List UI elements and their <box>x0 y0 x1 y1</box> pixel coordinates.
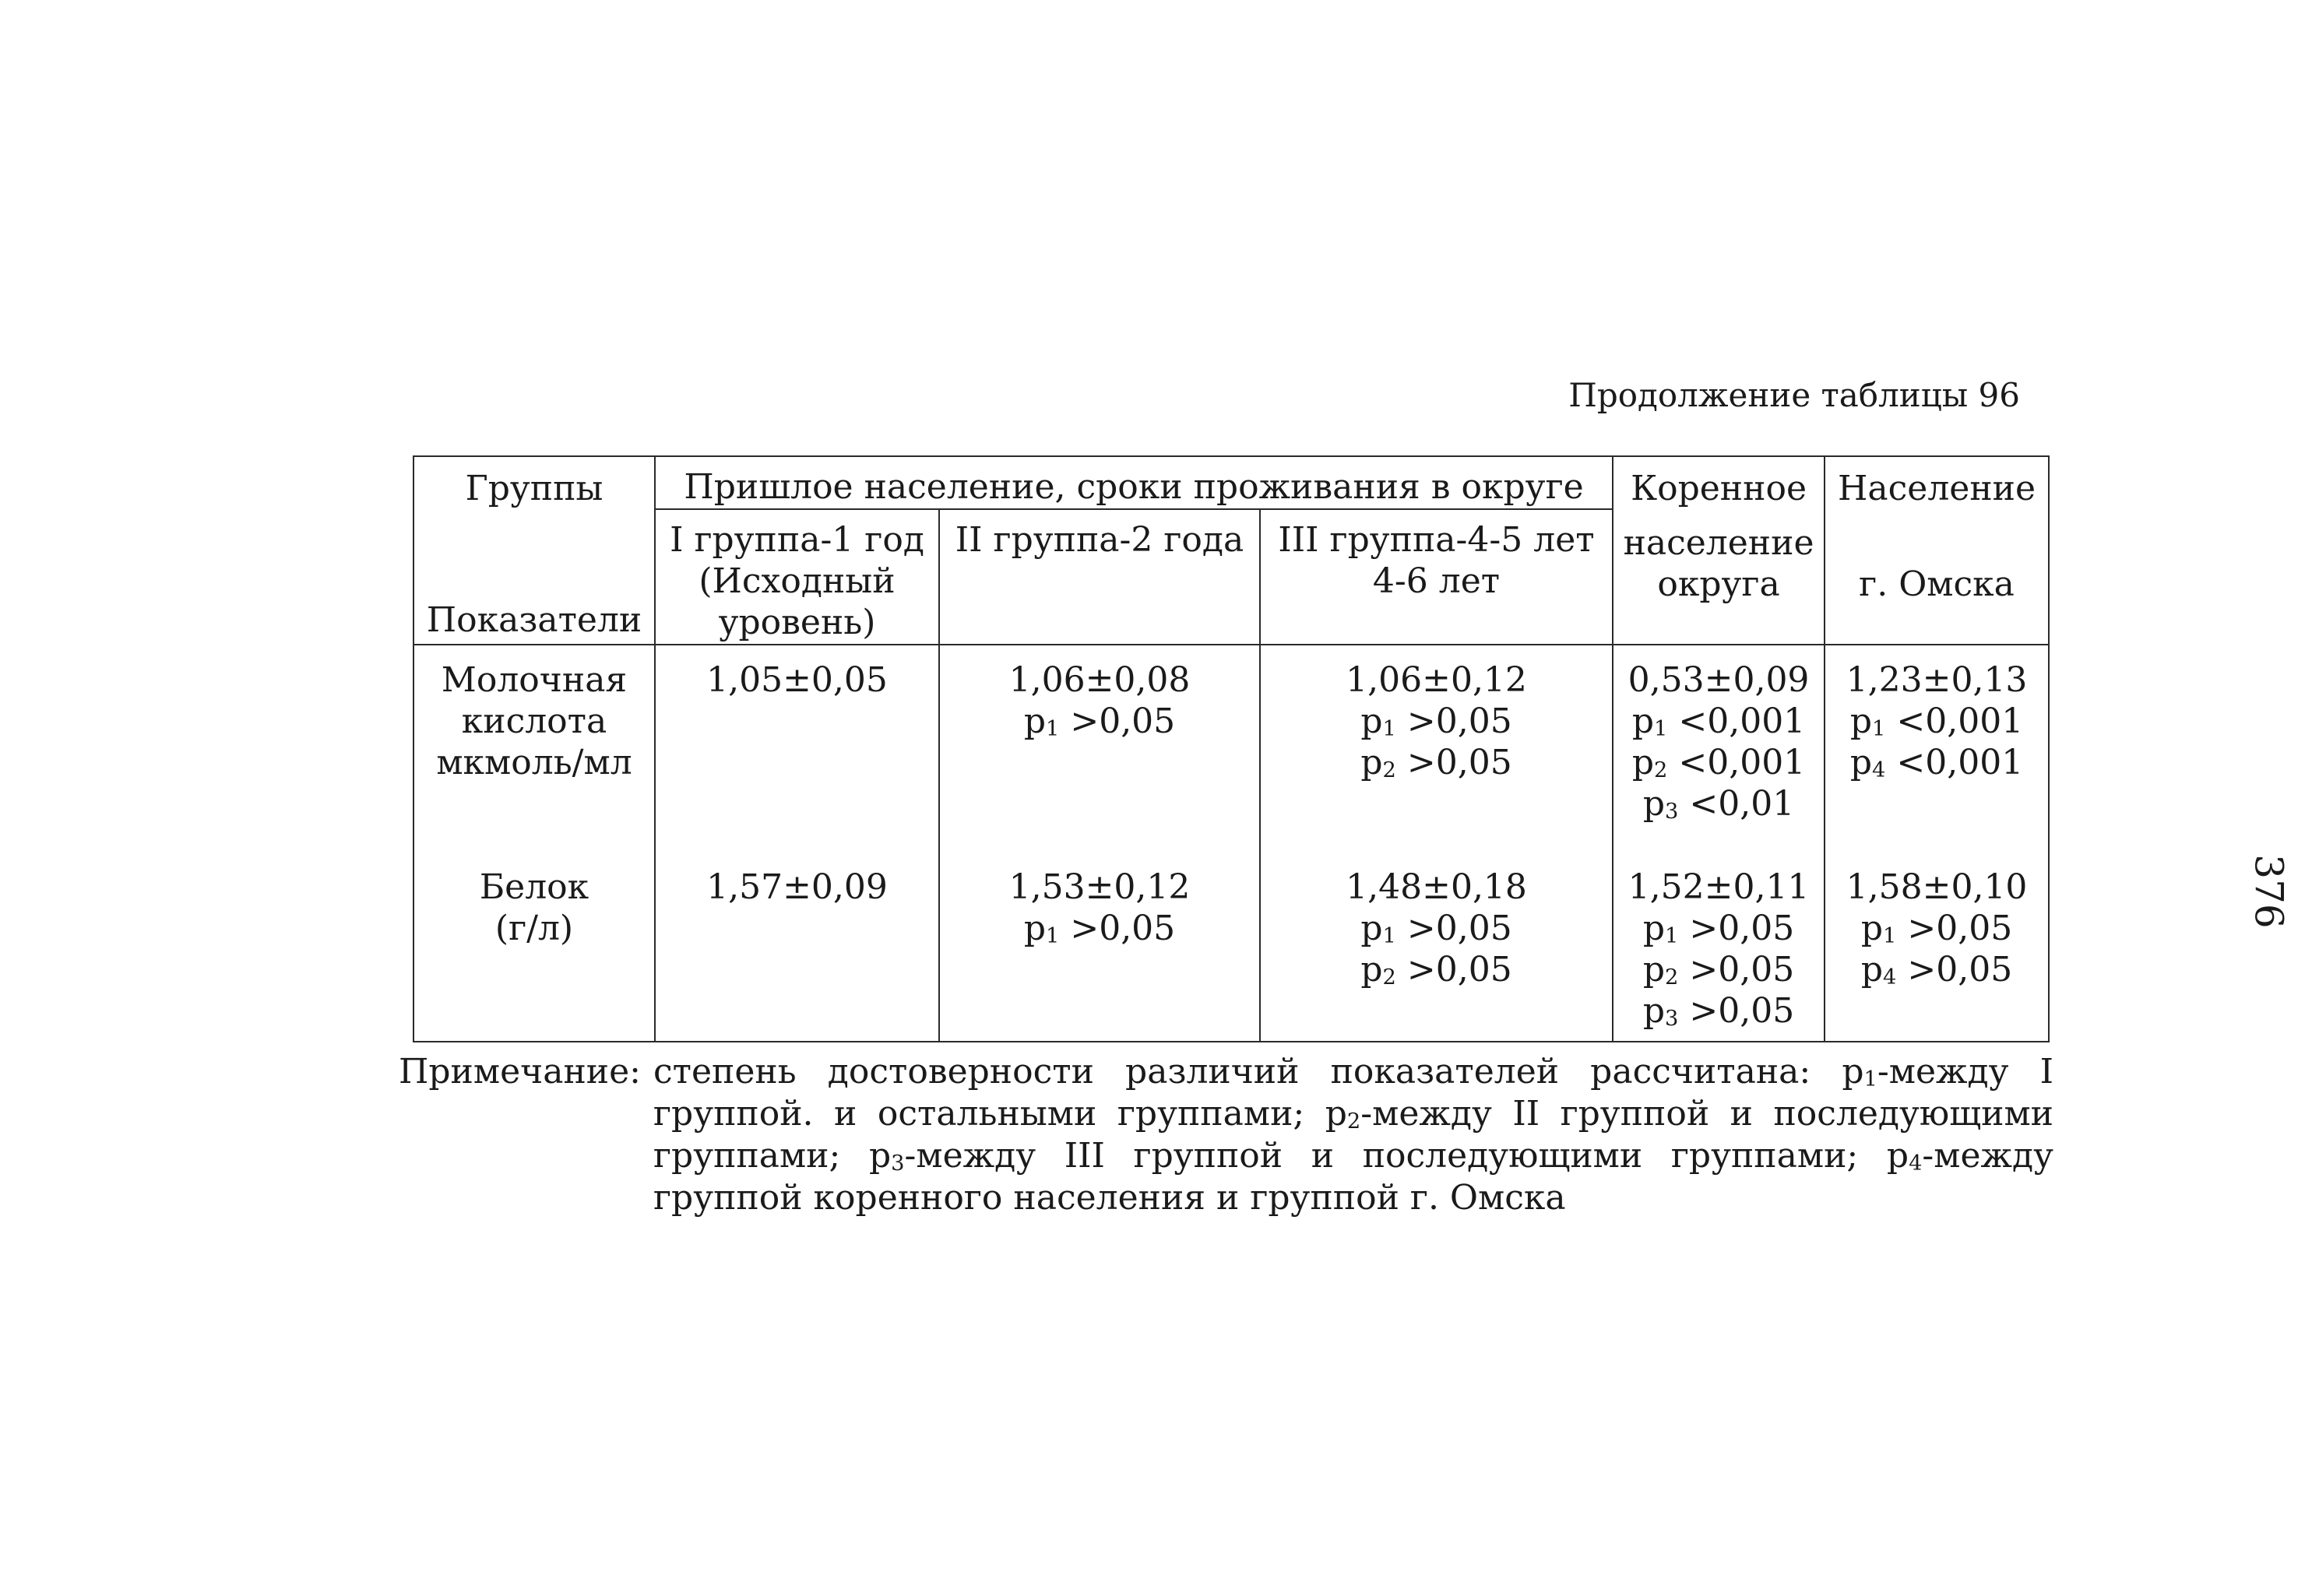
value-cell-col4 <box>1613 645 1825 851</box>
note-p-symbol: p <box>1842 1052 1864 1092</box>
value-cell-col1 <box>655 645 939 851</box>
value-line <box>1613 701 1824 742</box>
p-value: <0,01 <box>1678 784 1795 824</box>
mean-value: 1,57±0,09 <box>706 867 888 907</box>
note-segment: степень достоверности различий показателей рассчитана: <box>653 1052 1842 1092</box>
p-symbol: p <box>1360 909 1383 948</box>
p-value: >0,05 <box>1896 909 2013 948</box>
p-symbol: p <box>1360 743 1383 782</box>
value-line <box>1825 742 2048 783</box>
header-group-2-line: II группа-2 года <box>955 520 1244 561</box>
p-symbol: p <box>1642 950 1666 990</box>
value-line <box>656 867 938 908</box>
p-symbol: p <box>1642 991 1666 1031</box>
value-cell-col3 <box>1260 851 1613 1042</box>
value-line <box>656 659 938 701</box>
p-value: <0,001 <box>1667 701 1806 741</box>
table-note <box>399 1051 2053 1219</box>
p-subscript: 2 <box>1382 965 1396 990</box>
value-cell-col4 <box>1613 851 1825 1042</box>
p-value: <0,001 <box>1667 743 1806 782</box>
value-line <box>1261 908 1612 949</box>
p-value: <0,001 <box>1885 701 2024 741</box>
value-line <box>1613 990 1824 1032</box>
value-line <box>1261 949 1612 990</box>
indicator-line: Молочная <box>441 660 628 700</box>
mean-value: 1,06±0,08 <box>1008 660 1191 700</box>
p-symbol: p <box>1860 950 1884 990</box>
value-line <box>1261 742 1612 783</box>
p-symbol: p <box>1360 950 1383 990</box>
page-number: 376 <box>2246 854 2292 929</box>
indicator-cell <box>413 851 655 1042</box>
note-segment: -между III группой и последующими группами; <box>904 1136 1887 1176</box>
mean-value: 1,58±0,10 <box>1846 867 2028 907</box>
mean-value: 0,53±0,09 <box>1628 660 1810 700</box>
note-p-subscript: 2 <box>1346 1109 1361 1134</box>
value-cell-col2 <box>939 851 1260 1042</box>
p-symbol: p <box>1642 909 1666 948</box>
note-p-subscript: 4 <box>1909 1151 1923 1176</box>
value-cell-col2 <box>939 645 1260 851</box>
note-p-subscript: 1 <box>1863 1067 1877 1092</box>
p-symbol: p <box>1360 701 1383 741</box>
p-subscript: 1 <box>1883 924 1897 949</box>
table-body <box>413 645 2049 1042</box>
data-table-container <box>413 455 2048 1042</box>
mean-value: 1,53±0,12 <box>1008 867 1191 907</box>
p-value: <0,001 <box>1885 743 2024 782</box>
value-line <box>940 659 1259 701</box>
p-symbol: p <box>1023 909 1046 948</box>
value-line <box>1613 867 1824 908</box>
note-text <box>653 1051 2053 1219</box>
indicator-line: кислота <box>461 701 607 741</box>
p-value: >0,05 <box>1896 950 2013 990</box>
p-subscript: 1 <box>1382 924 1396 949</box>
header-indigenous-population <box>1613 456 1825 645</box>
header-indigenous-line: округа <box>1657 564 1780 604</box>
p-subscript: 1 <box>1872 717 1886 742</box>
p-symbol: p <box>1860 909 1884 948</box>
header-group-1-line: уровень) <box>718 603 876 643</box>
p-value: >0,05 <box>1395 701 1512 741</box>
mean-value: 1,48±0,18 <box>1346 867 1527 907</box>
header-group-3-line: 4-6 лет <box>1372 561 1501 602</box>
header-indicators: Показатели <box>426 600 642 640</box>
value-line <box>940 701 1259 742</box>
p-subscript: 4 <box>1872 758 1886 783</box>
indicator-cell <box>413 645 655 851</box>
note-p-symbol: p <box>1886 1136 1909 1176</box>
note-p-symbol: p <box>1325 1094 1347 1134</box>
mean-value: 1,05±0,05 <box>706 660 888 700</box>
p-symbol: p <box>1631 743 1655 782</box>
header-group-1-line: (Исходный <box>699 561 896 602</box>
value-line <box>1825 908 2048 949</box>
value-cell-col3 <box>1260 645 1613 851</box>
value-line <box>940 908 1259 949</box>
p-subscript: 1 <box>1045 924 1060 949</box>
value-line <box>1261 701 1612 742</box>
p-value: >0,05 <box>1395 950 1512 990</box>
data-table <box>413 455 2050 1042</box>
p-subscript: 4 <box>1883 965 1897 990</box>
value-line <box>1825 659 2048 701</box>
p-symbol: p <box>1023 701 1046 741</box>
value-line <box>1613 783 1824 824</box>
header-omsk-line: Население <box>1838 469 2036 508</box>
value-line <box>1261 867 1612 908</box>
note-segment: -между группой коренного населения и группой г. Омска <box>653 1136 2054 1218</box>
value-line <box>1613 742 1824 783</box>
header-indigenous-line: Коренное <box>1631 469 1807 508</box>
header-groups-indicators <box>413 456 655 645</box>
p-value: >0,05 <box>1678 991 1795 1031</box>
value-line <box>940 867 1259 908</box>
header-group-1-line: I группа-1 год <box>670 520 924 561</box>
value-line <box>1825 867 2048 908</box>
note-label: Примечание: <box>399 1052 641 1092</box>
p-subscript: 2 <box>1654 758 1668 783</box>
header-group-2 <box>939 509 1260 645</box>
p-subscript: 1 <box>1382 717 1396 742</box>
p-subscript: 1 <box>1665 924 1679 949</box>
value-line <box>1825 949 2048 990</box>
note-segment: -между II группой и последующими группами; <box>653 1094 2053 1176</box>
header-groups: Группы <box>465 469 604 508</box>
value-cell-col1 <box>655 851 939 1042</box>
header-group-3-line: III группа-4-5 лет <box>1278 520 1595 561</box>
mean-value: 1,23±0,13 <box>1846 660 2028 700</box>
value-cell-col5 <box>1825 851 2049 1042</box>
p-value: >0,05 <box>1395 909 1512 948</box>
p-symbol: p <box>1849 701 1873 741</box>
p-subscript: 3 <box>1665 800 1679 824</box>
note-p-symbol: p <box>868 1136 892 1176</box>
value-line <box>1261 659 1612 701</box>
value-cell-col5 <box>1825 645 2049 851</box>
value-line <box>1613 659 1824 701</box>
p-subscript: 2 <box>1665 965 1679 990</box>
indicator-line: (г/л) <box>494 909 574 948</box>
p-subscript: 1 <box>1654 717 1668 742</box>
indicator-line: мкмоль/мл <box>436 743 632 782</box>
header-indigenous-rest <box>1613 522 1824 605</box>
p-value: >0,05 <box>1678 950 1795 990</box>
indicator-line: Белок <box>479 867 589 907</box>
header-group-3 <box>1260 509 1613 645</box>
p-symbol: p <box>1642 784 1666 824</box>
table-row <box>413 645 2049 851</box>
note-segment: -между I группой. и остальными группами; <box>653 1052 2053 1134</box>
header-group-1 <box>655 509 939 645</box>
p-value: >0,05 <box>1395 743 1512 782</box>
mean-value: 1,52±0,11 <box>1628 867 1810 907</box>
header-indigenous-line: население <box>1623 523 1814 563</box>
p-symbol: p <box>1631 701 1655 741</box>
note-p-subscript: 3 <box>891 1151 905 1176</box>
header-omsk-rest <box>1825 564 2048 605</box>
p-value: >0,05 <box>1059 701 1176 741</box>
p-symbol: p <box>1849 743 1873 782</box>
value-line <box>1825 701 2048 742</box>
table-caption: Продолжение таблицы 96 <box>1568 376 2020 414</box>
p-value: >0,05 <box>1059 909 1176 948</box>
p-subscript: 1 <box>1045 717 1060 742</box>
value-line <box>1613 908 1824 949</box>
p-value: >0,05 <box>1678 909 1795 948</box>
header-omsk-line: г. Омска <box>1859 564 2015 604</box>
mean-value: 1,06±0,12 <box>1346 660 1527 700</box>
p-subscript: 3 <box>1665 1007 1679 1032</box>
header-migrant-population: Пришлое население, сроки проживания в округе <box>655 456 1613 509</box>
p-subscript: 2 <box>1382 758 1396 783</box>
value-line <box>1613 949 1824 990</box>
table-row <box>413 851 2049 1042</box>
header-omsk-population <box>1825 456 2049 645</box>
